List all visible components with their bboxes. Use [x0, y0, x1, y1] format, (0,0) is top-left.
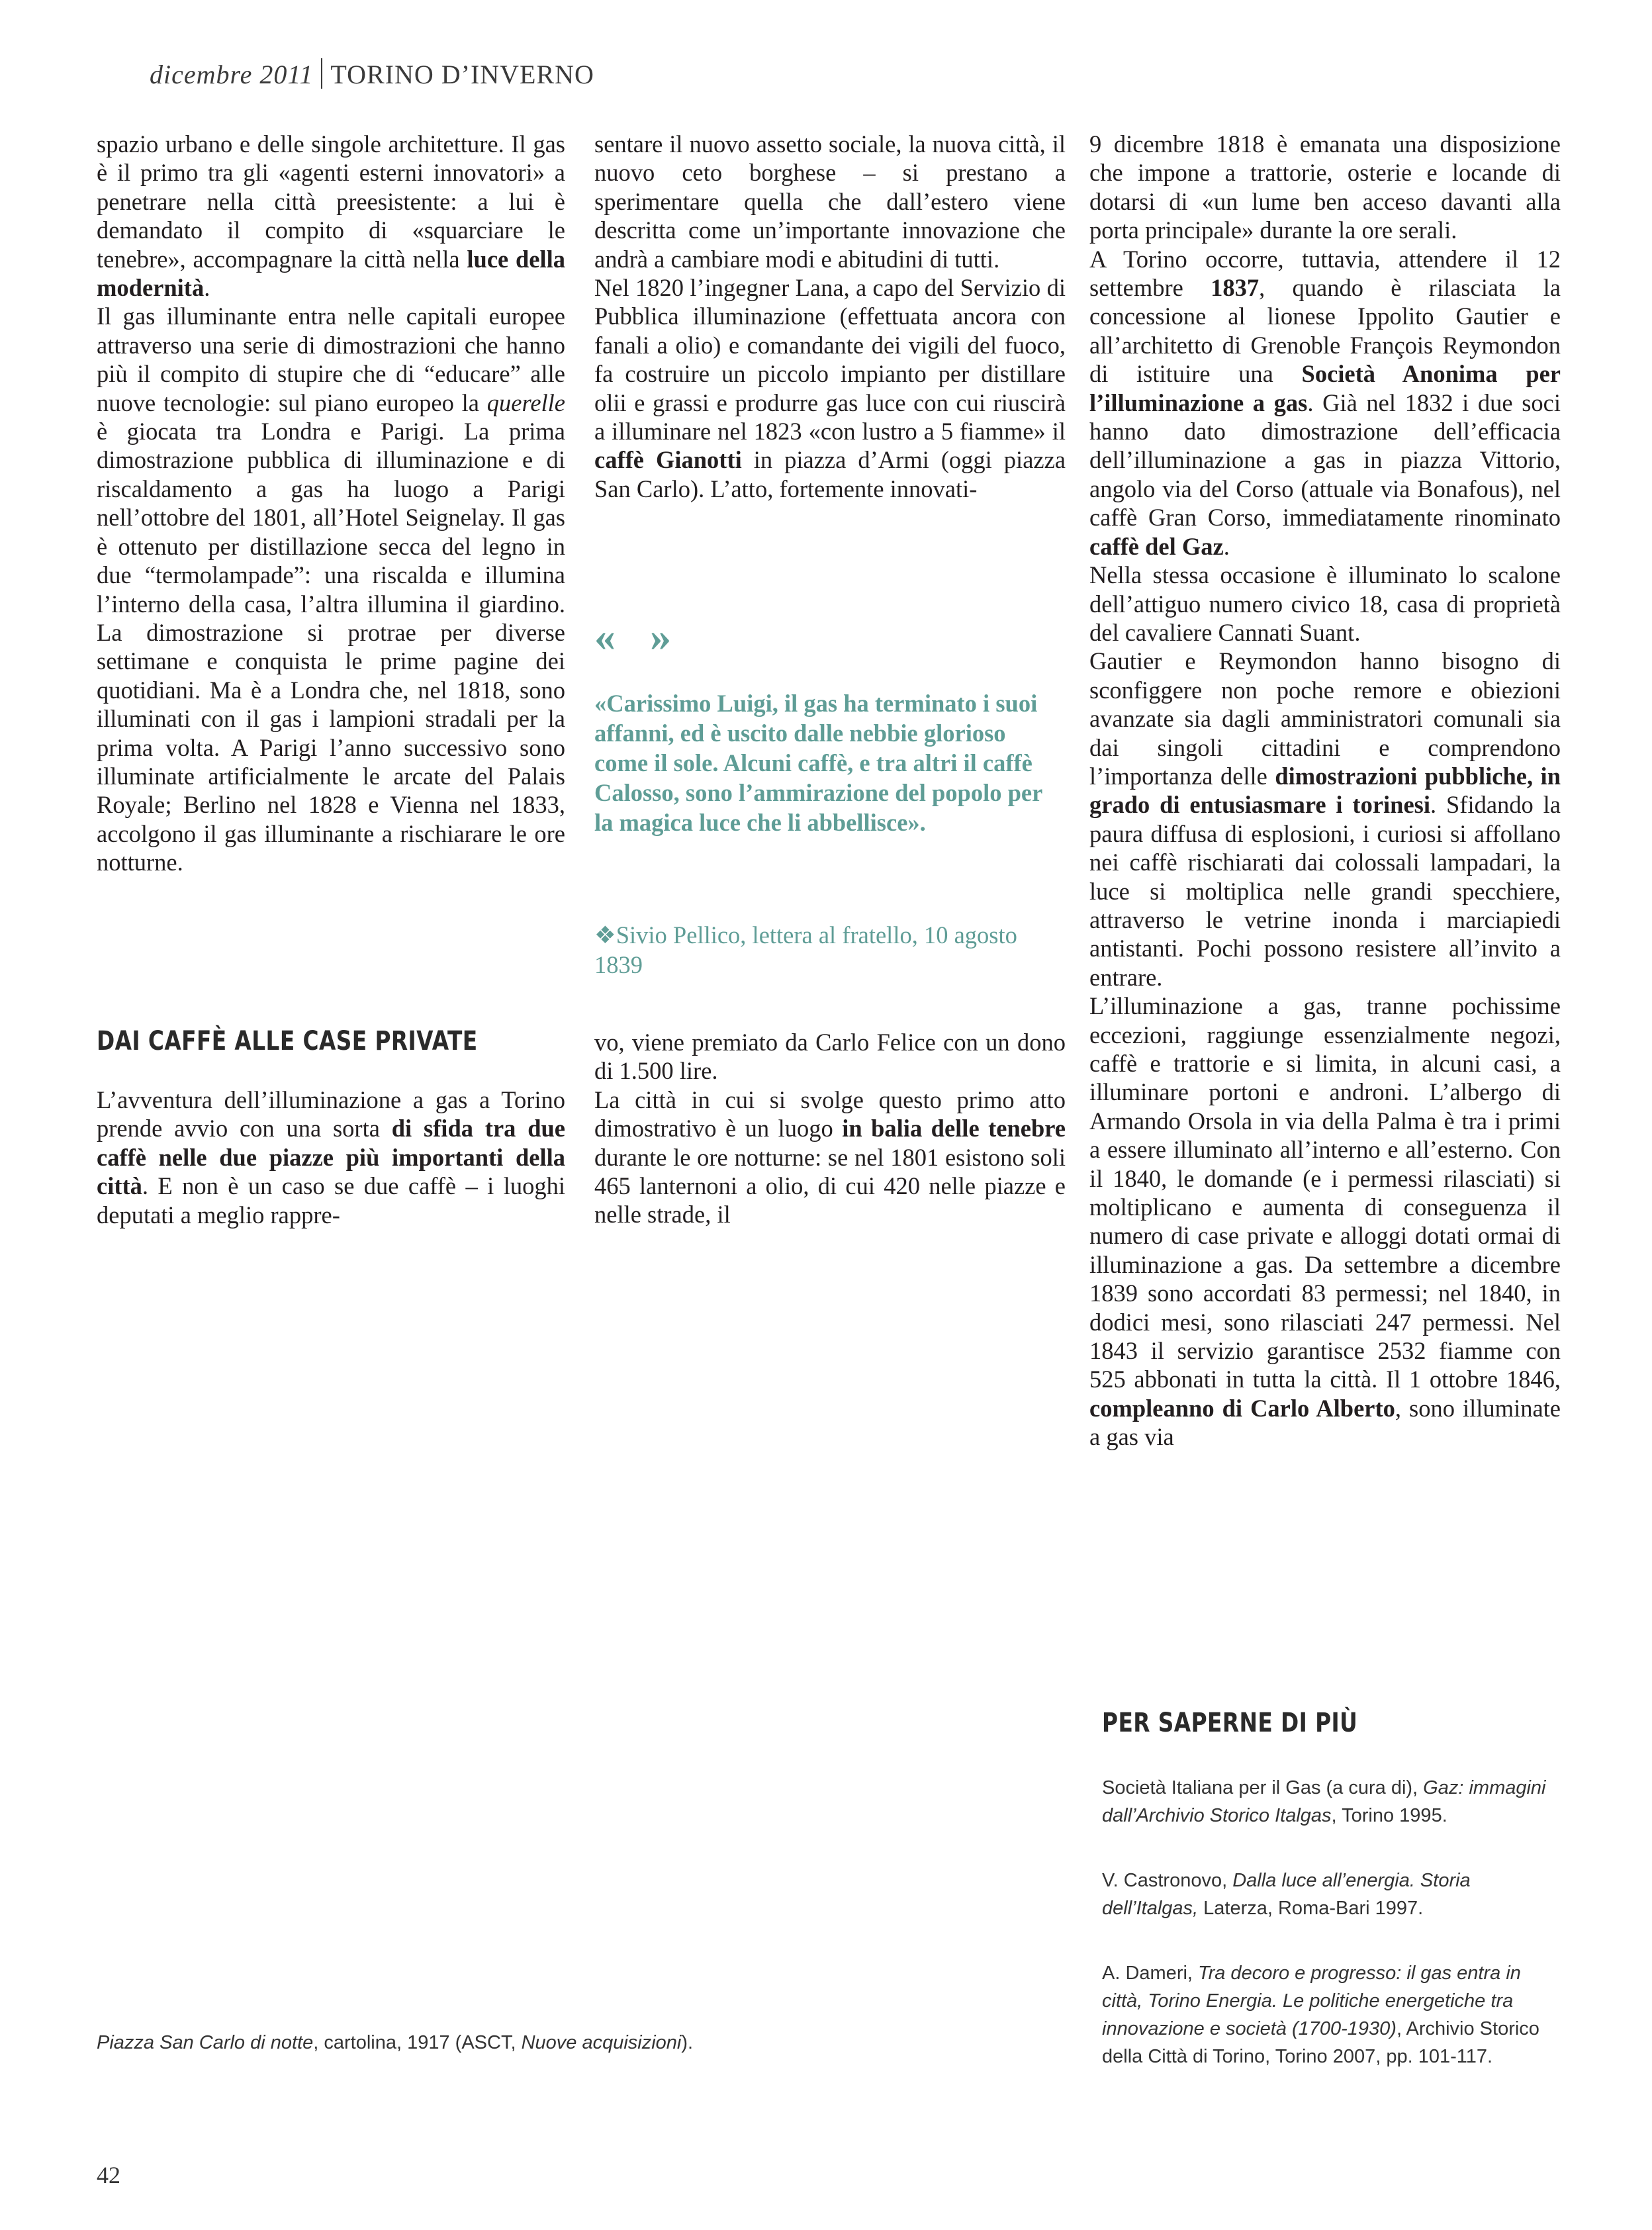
section-heading: DAI CAFFÈ ALLE CASE PRIVATE — [97, 1026, 478, 1056]
paragraph: Il gas illuminante entra nelle capitali europee attraverso una serie di dimostrazioni che hanno più il compito di stupire che di “educare” alle nuove tecnologie: sul piano europeo la querelle è giocata tra Londra e Parigi. La prima dimostrazione pubblica di illuminazione e di riscaldamento a gas ha luogo a Parigi nell’ottobre del 1801, all’Hotel Seignelay. Il gas è ottenuto per distillazione secca del legno in due “termolampade”: una riscalda e illumina l’interno della casa, l’altra illumina il giardino. La dimostrazione si protrae per diverse settimane e conquista le prime pagine dei quotidiani. Ma è a Londra che, nel 1818, sono illuminati con il gas i lampioni stradali per la prima volta. A Parigi l’anno successivo sono illuminate artificialmente le arcate del Palais Royale; Berlino nel 1828 e Vienna nel 1833, accolgono il gas illuminante a rischiarare le ore notturne. — [97, 302, 565, 876]
header-divider — [321, 58, 322, 89]
column-1-continued — [97, 1086, 565, 1229]
paragraph: Nella stessa occasione è illuminato lo scalone dell’attiguo numero civico 18, casa di proprietà del cavaliere Cannati Suant. — [1089, 561, 1561, 646]
paragraph: sentare il nuovo assetto sociale, la nuova città, il nuovo ceto borghese – si prestano a sperimentare quella che dall’estero viene descritta come un’importante innovazione che andrà a cambiare modi e abitudini di tutti. — [594, 130, 1066, 273]
paragraph: L’avventura dell’illuminazione a gas a Torino prende avvio con una sorta di sfida tra due caffè nelle due piazze più importanti della città. E non è un caso se due caffè – i luoghi deputati a meglio rappre- — [97, 1086, 565, 1229]
pull-quote: «Carissimo Luigi, il gas ha terminato i suoi affanni, ed è uscito dalle nebbie glorioso come il sole. Alcuni caffè, e tra altri il caffè Calosso, sono l’ammirazione del popolo per la magica luce che li abbellisce». — [594, 690, 1042, 836]
paragraph: Gautier e Reymondon hanno bisogno di sconfiggere non poche remore e obiezioni avanzate sia dagli amministratori comunali sia dai singoli cittadini e comprendono l’importanza delle dimostrazioni pubbliche, in grado di entusiasmare i torinesi. Sfidando la paura diffusa di esplosioni, i curiosi si affollano nei caffè rischiarati dai colossali lampadari, la luce si moltiplica nelle grandi specchiere, attraverso le vetrine inonda i marciapiedi antistanti. Pochi possono resistere all’invito a entrare. — [1089, 647, 1561, 991]
paragraph: vo, viene premiato da Carlo Felice con un dono di 1.500 lire. — [594, 1029, 1066, 1085]
quote-marks: « » — [594, 613, 683, 660]
image-caption: Piazza San Carlo di notte, cartolina, 1917 (ASCT, Nuove acquisizioni). — [97, 2032, 694, 2053]
paragraph: L’illuminazione a gas, tranne pochissime eccezioni, raggiunge essenzialmente negozi, caffè e trattorie e si limita, in alcuni casi, a illuminare portoni e androni. L’albergo di Armando Orsola in via della Palma è tra i primi a essere illuminato all’interno e all’esterno. Con il 1840, le domande (e i permessi rilasciati) si moltiplicano e aumenta di conseguenza il numero di case private e alloggi dotati ormai di illuminazione a gas. Da settembre a dicembre 1839 sono accordati 83 permessi; nel 1840, in dodici mesi, sono rilasciati 247 permessi. Nel 1843 il servizio garantisce 2532 fiamme con 525 abbonati in tutta la città. Il 1 ottobre 1846, compleanno di Carlo Alberto, sono illuminate a gas via — [1089, 992, 1561, 1451]
column-2-text — [594, 130, 1066, 503]
bibliography-entry: A. Dameri, Tra decoro e progresso: il gas entra in città, Torino Energia. Le politiche energetiche tra innovazione e società (1700-1930), Archivio Storico della Città di Torino, Torino 2007, pp. 101-117. — [1102, 1963, 1539, 2067]
bibliography-heading: PER SAPERNE DI PIÙ — [1102, 1708, 1358, 1738]
paragraph: La città in cui si svolge questo primo atto dimostrativo è un luogo in balia delle tenebre durante le ore notturne: se nel 1801 esistono soli 465 lanternoni a olio, di cui 420 nelle piazze e nelle strade, il — [594, 1086, 1066, 1229]
column-2-continued — [594, 1028, 1066, 1229]
paragraph: spazio urbano e delle singole architetture. Il gas è il primo tra gli «agenti esterni innovatori» a penetrare nella città preesistente: a lui è demandato il compito di «squarciare le tenebre», accompagnare la città nella luce della modernità. — [97, 130, 565, 302]
bibliography-entry: Società Italiana per il Gas (a cura di), Gaz: immagini dall’Archivio Storico Italgas, Torino 1995. — [1102, 1777, 1546, 1826]
quote-source: ❖Sivio Pellico, lettera al fratello, 10 agosto 1839 — [594, 921, 1017, 978]
column-1-text — [97, 130, 565, 877]
header-title: TORINO D’INVERNO — [330, 60, 594, 89]
column-3-text — [1089, 130, 1561, 1452]
header-date: dicembre 2011 — [150, 60, 314, 89]
paragraph: Nel 1820 l’ingegner Lana, a capo del Servizio di Pubblica illuminazione (effettuata ancora con fanali a olio) e comandante dei vigili del fuoco, fa costruire un piccolo impianto per distillare olii e grassi e produrre gas luce con cui riuscirà a illuminare nel 1823 «con lustro a 5 fiamme» il caffè Gianotti in piazza d’Armi (oggi piazza San Carlo). L’atto, fortemente innovati- — [594, 274, 1066, 502]
page-number: 42 — [97, 2162, 120, 2188]
bibliography-entry: V. Castronovo, Dalla luce all’energia. Storia dell’Italgas, Laterza, Roma-Bari 1997. — [1102, 1870, 1471, 1919]
paragraph: A Torino occorre, tuttavia, attendere il 12 settembre 1837, quando è rilasciata la concessione al lionese Ippolito Gautier e all’architetto di Grenoble François Reymondon di istituire una Società Anonima per l’illuminazione a gas. Già nel 1832 i due soci hanno dato dimostrazione dell’efficacia dell’illuminazione a gas in piazza Vittorio, angolo via del Corso (attuale via Bonafous), nel caffè Gran Corso, immediatamente rinominato caffè del Gaz. — [1089, 245, 1561, 560]
running-header — [150, 58, 594, 90]
paragraph: 9 dicembre 1818 è emanata una disposizione che impone a trattorie, osterie e locande di dotarsi di «un lume ben acceso davanti alla porta principale» durante la ore serali. — [1089, 130, 1561, 244]
